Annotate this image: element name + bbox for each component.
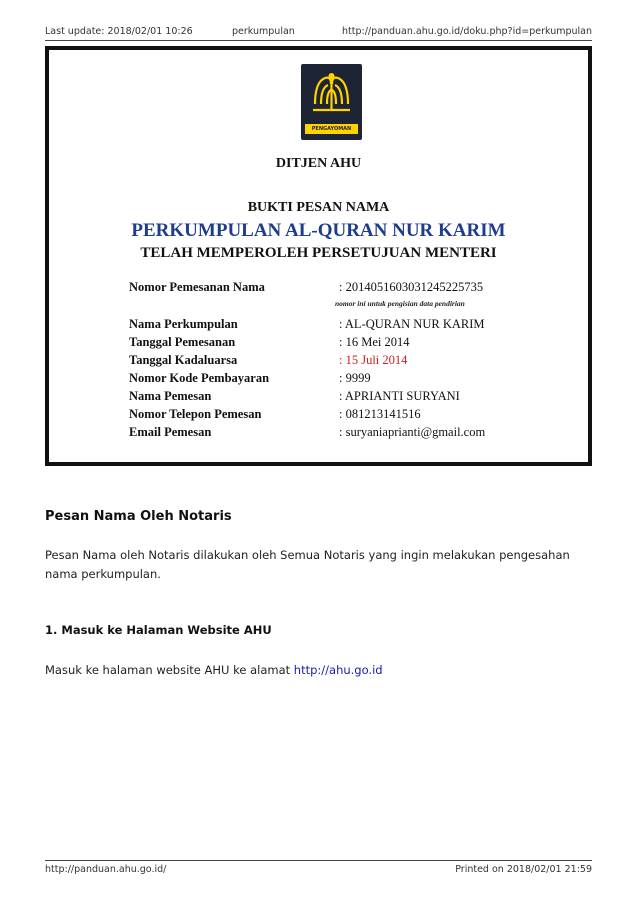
logo-label: PENGAYOMAN — [305, 124, 358, 134]
field-value: : 16 Mei 2014 — [339, 335, 410, 349]
field-value: : 9999 — [339, 371, 371, 385]
organization-name: PERKUMPULAN AL-QURAN NUR KARIM — [131, 220, 506, 241]
field-label: Nomor Pemesanan Nama — [129, 280, 265, 294]
page-name-text: perkumpulan — [232, 26, 295, 37]
field-label: Nama Perkumpulan — [129, 317, 238, 331]
certificate-image — [45, 46, 592, 466]
section-heading: Pesan Nama Oleh Notaris — [45, 509, 232, 524]
document-title: BUKTI PESAN NAMA — [247, 200, 390, 215]
step-text: Masuk ke halaman website AHU ke alamat — [45, 663, 294, 677]
pengayoman-logo — [301, 64, 362, 140]
field-value: : APRIANTI SURYANI — [339, 389, 460, 403]
page-url-text: http://panduan.ahu.go.id/doku.php?id=perkumpulan — [342, 26, 592, 37]
section-paragraph: Pesan Nama oleh Notaris dilakukan oleh Semua Notaris yang ingin melakukan pengesahan nama perkumpulan. — [45, 548, 570, 581]
field-label: Nama Pemesan — [129, 389, 212, 403]
field-label: Nomor Telepon Pemesan — [129, 407, 262, 421]
field-value: : suryaniaprianti@gmail.com — [339, 425, 486, 439]
last-update-text: Last update: 2018/02/01 10:26 — [45, 26, 193, 37]
order-number-note: nomor ini untuk pengisian data pendirian — [335, 299, 465, 308]
field-value: : AL-QURAN NUR KARIM — [339, 317, 485, 331]
printed-date: Printed on 2018/02/01 21:59 — [455, 864, 592, 875]
page-header — [45, 26, 592, 41]
field-value: : 081213141516 — [339, 407, 421, 421]
page-footer — [45, 860, 592, 877]
agency-title: DITJEN AHU — [275, 156, 362, 171]
field-label: Tanggal Kadaluarsa — [129, 353, 238, 367]
field-label: Tanggal Pemesanan — [129, 335, 236, 349]
field-label: Email Pemesan — [129, 425, 212, 439]
approval-statement: TELAH MEMPEROLEH PERSETUJUAN MENTERI — [140, 245, 497, 261]
ahu-website-link[interactable]: http://ahu.go.id — [293, 663, 383, 677]
field-label: Nomor Kode Pembayaran — [129, 371, 270, 385]
step-paragraph — [45, 663, 383, 677]
step-heading: 1. Masuk ke Halaman Website AHU — [45, 623, 272, 637]
field-value-expiry: : 15 Juli 2014 — [339, 353, 408, 367]
tree-emblem-icon — [301, 64, 362, 124]
field-value: : 20140516030312452257​35 — [339, 280, 484, 294]
footer-url: http://panduan.ahu.go.id/ — [45, 864, 167, 875]
